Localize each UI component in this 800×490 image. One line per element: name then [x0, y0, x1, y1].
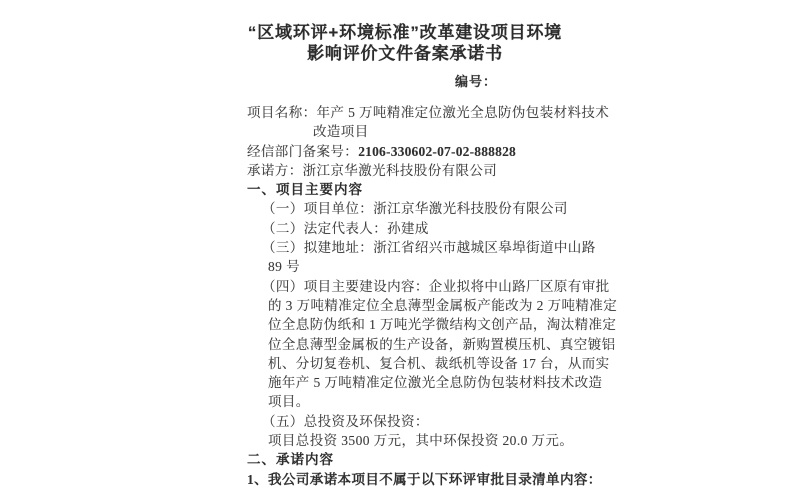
document-line: 位全息防伪纸和 1 万吨光学微结构文创产品，淘汰精准定 — [268, 317, 617, 333]
document-title — [170, 22, 640, 64]
document-line: （五）总投资及环保投资： — [262, 413, 429, 429]
document-title-line1: “区域环评+环境标准”改革建设项目环境 — [247, 23, 563, 42]
document-line: 项目。 — [268, 394, 310, 410]
document-line: 经信部门备案号：2106-330602-07-02-888828 — [247, 143, 516, 159]
document-line: 一、项目主要内容 — [247, 182, 363, 198]
document-line: （二）法定代表人：孙建成 — [262, 220, 429, 236]
document-line: 位全息薄型金属板的生产设备，新购置模压机、真空镀铝 — [268, 336, 616, 352]
document-line: 施年产 5 万吨精准定位激光全息防伪包装材料技术改造 — [268, 375, 603, 391]
document-line: 的 3 万吨精准定位全息薄型金属板产能改为 2 万吨精准定 — [268, 297, 618, 313]
document-line: 89 号 — [268, 259, 300, 275]
document-line: 项目总投资 3500 万元，其中环保投资 20.0 万元。 — [268, 433, 574, 449]
document-number-label: 编号： — [455, 74, 498, 89]
document-body — [247, 103, 639, 489]
document-line: （一）项目单位：浙江京华激光科技股份有限公司 — [262, 201, 568, 217]
document-line: 承诺方：浙江京华激光科技股份有限公司 — [247, 162, 498, 178]
document-line: 项目名称：年产 5 万吨精准定位激光全息防伪包装材料技术 — [247, 105, 610, 120]
document-title-line2: 影响评价文件备案承诺书 — [307, 44, 503, 63]
document-line: 机、分切复卷机、复合机、裁纸机等设备 17 台，从而实 — [268, 355, 610, 371]
document-line: （四）项目主要建设内容：企业拟将中山路厂区原有审批 — [262, 278, 610, 294]
document-line: 1、我公司承诺本项目不属于以下环评审批目录清单内容： — [247, 471, 602, 487]
document-line: （三）拟建地址：浙江省绍兴市越城区皋埠街道中山路 — [262, 240, 596, 256]
document-line: 二、承诺内容 — [247, 452, 334, 468]
document-line: 改造项目 — [313, 124, 369, 140]
